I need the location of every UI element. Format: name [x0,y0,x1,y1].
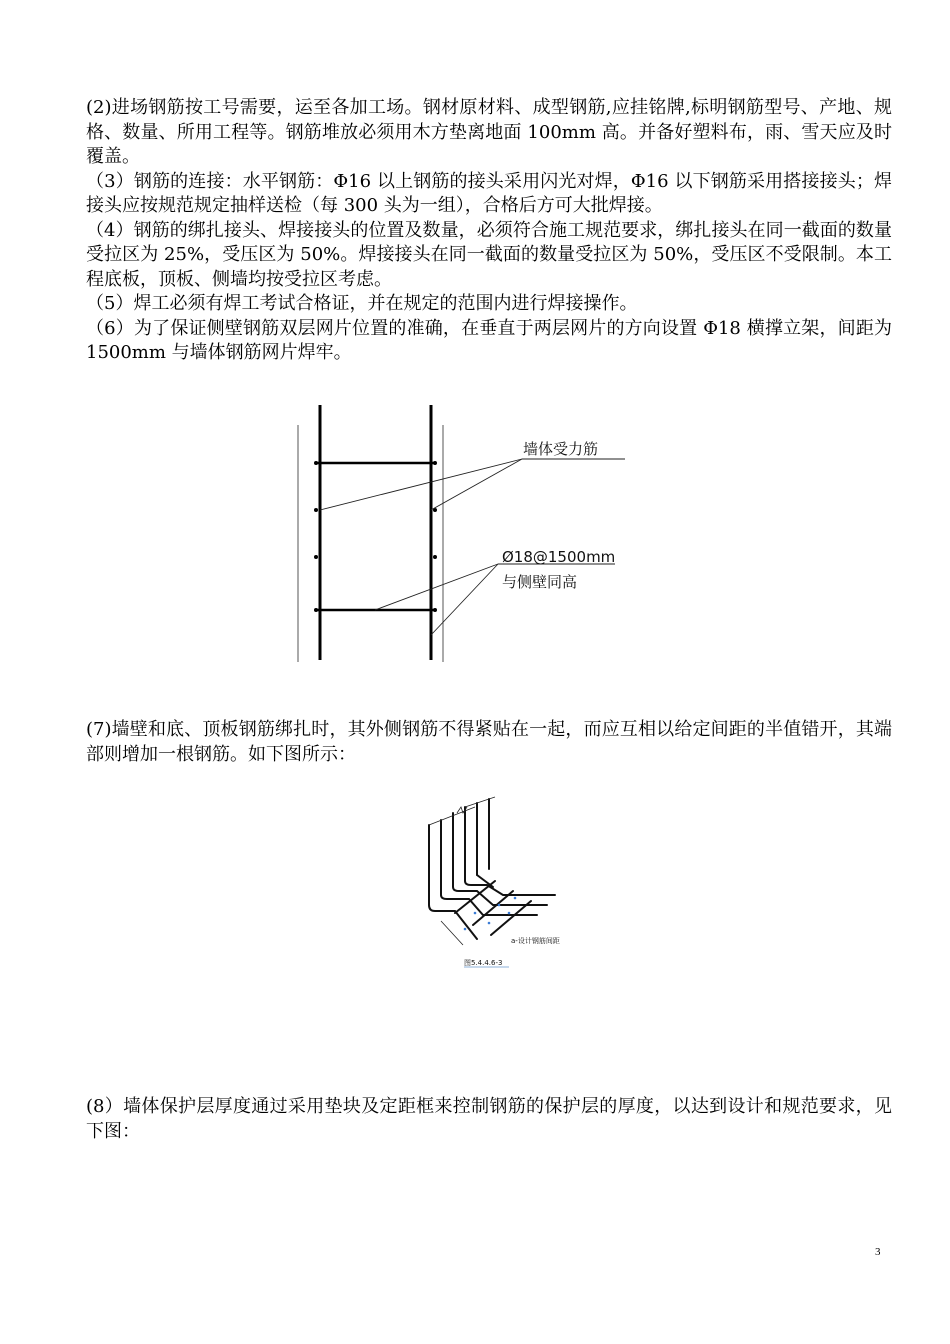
label-brace-spacing: Ø18@1500mm [502,548,616,566]
construction-paragraphs-2-6 [86,96,892,366]
paragraph-8: (8）墙体保护层厚度通过采用垫块及定距框来控制钢筋的保护层的厚度，以达到设计和规范要求，见下图： [86,1096,892,1142]
paragraph-6: （6）为了保证侧壁钢筋双层网片位置的准确，在垂直于两层网片的方向设置 Φ18 横撑立架，间距为 1500mm 与墙体钢筋网片焊牢。 [86,317,892,363]
label-same-height: 与侧壁同高 [502,573,578,591]
paragraph-4: （4）钢筋的绑扎接头、焊接接头的位置及数量，必须符合施工规范要求，绑扎接头在同一截面的数量受拉区为 25%，受压区为 50%。焊接接头在同一截面的数量受拉区为 50%，受压区不受限制。本工程底板，顶板、侧墙均按受拉区考虑。 [86,219,892,290]
page-number: 3 [875,1246,881,1258]
paragraph-2: (2)进场钢筋按工号需要，运至各加工场。钢材原材料、成型钢筋,应挂铭牌,标明钢筋型号、产地、规格、数量、所用工程等。钢筋堆放必须用木方垫离地面 100mm 高。并备好塑料布，雨、雪天应及时覆盖。 [86,97,892,167]
figure2-note: a-设计钢筋间距 [511,937,560,945]
label-wall-rebar: 墙体受力筋 [523,440,599,458]
paragraph-5: （5）焊工必须有焊工考试合格证，并在规定的范围内进行焊接操作。 [86,293,638,314]
staggered-rebar-corner-diagram [415,795,565,975]
rebar-dots [314,461,437,612]
paragraph-3: （3）钢筋的连接：水平钢筋：Φ16 以上钢筋的接头采用闪光对焊，Φ16 以下钢筋采用搭接接头；焊接头应按规范规定抽样送检（每 300 头为一组），合格后方可大批焊接。 [86,170,892,216]
wall-rebar-brace-diagram [290,400,650,670]
paragraph-7: (7)墙壁和底、顶板钢筋绑扎时，其外侧钢筋不得紧贴在一起，而应互相以给定间距的半值错开，其端部则增加一根钢筋。如下图所示： [86,719,892,765]
leader-lines [320,459,625,635]
figure2-caption: 图5.4.4.6-3 [464,959,503,967]
